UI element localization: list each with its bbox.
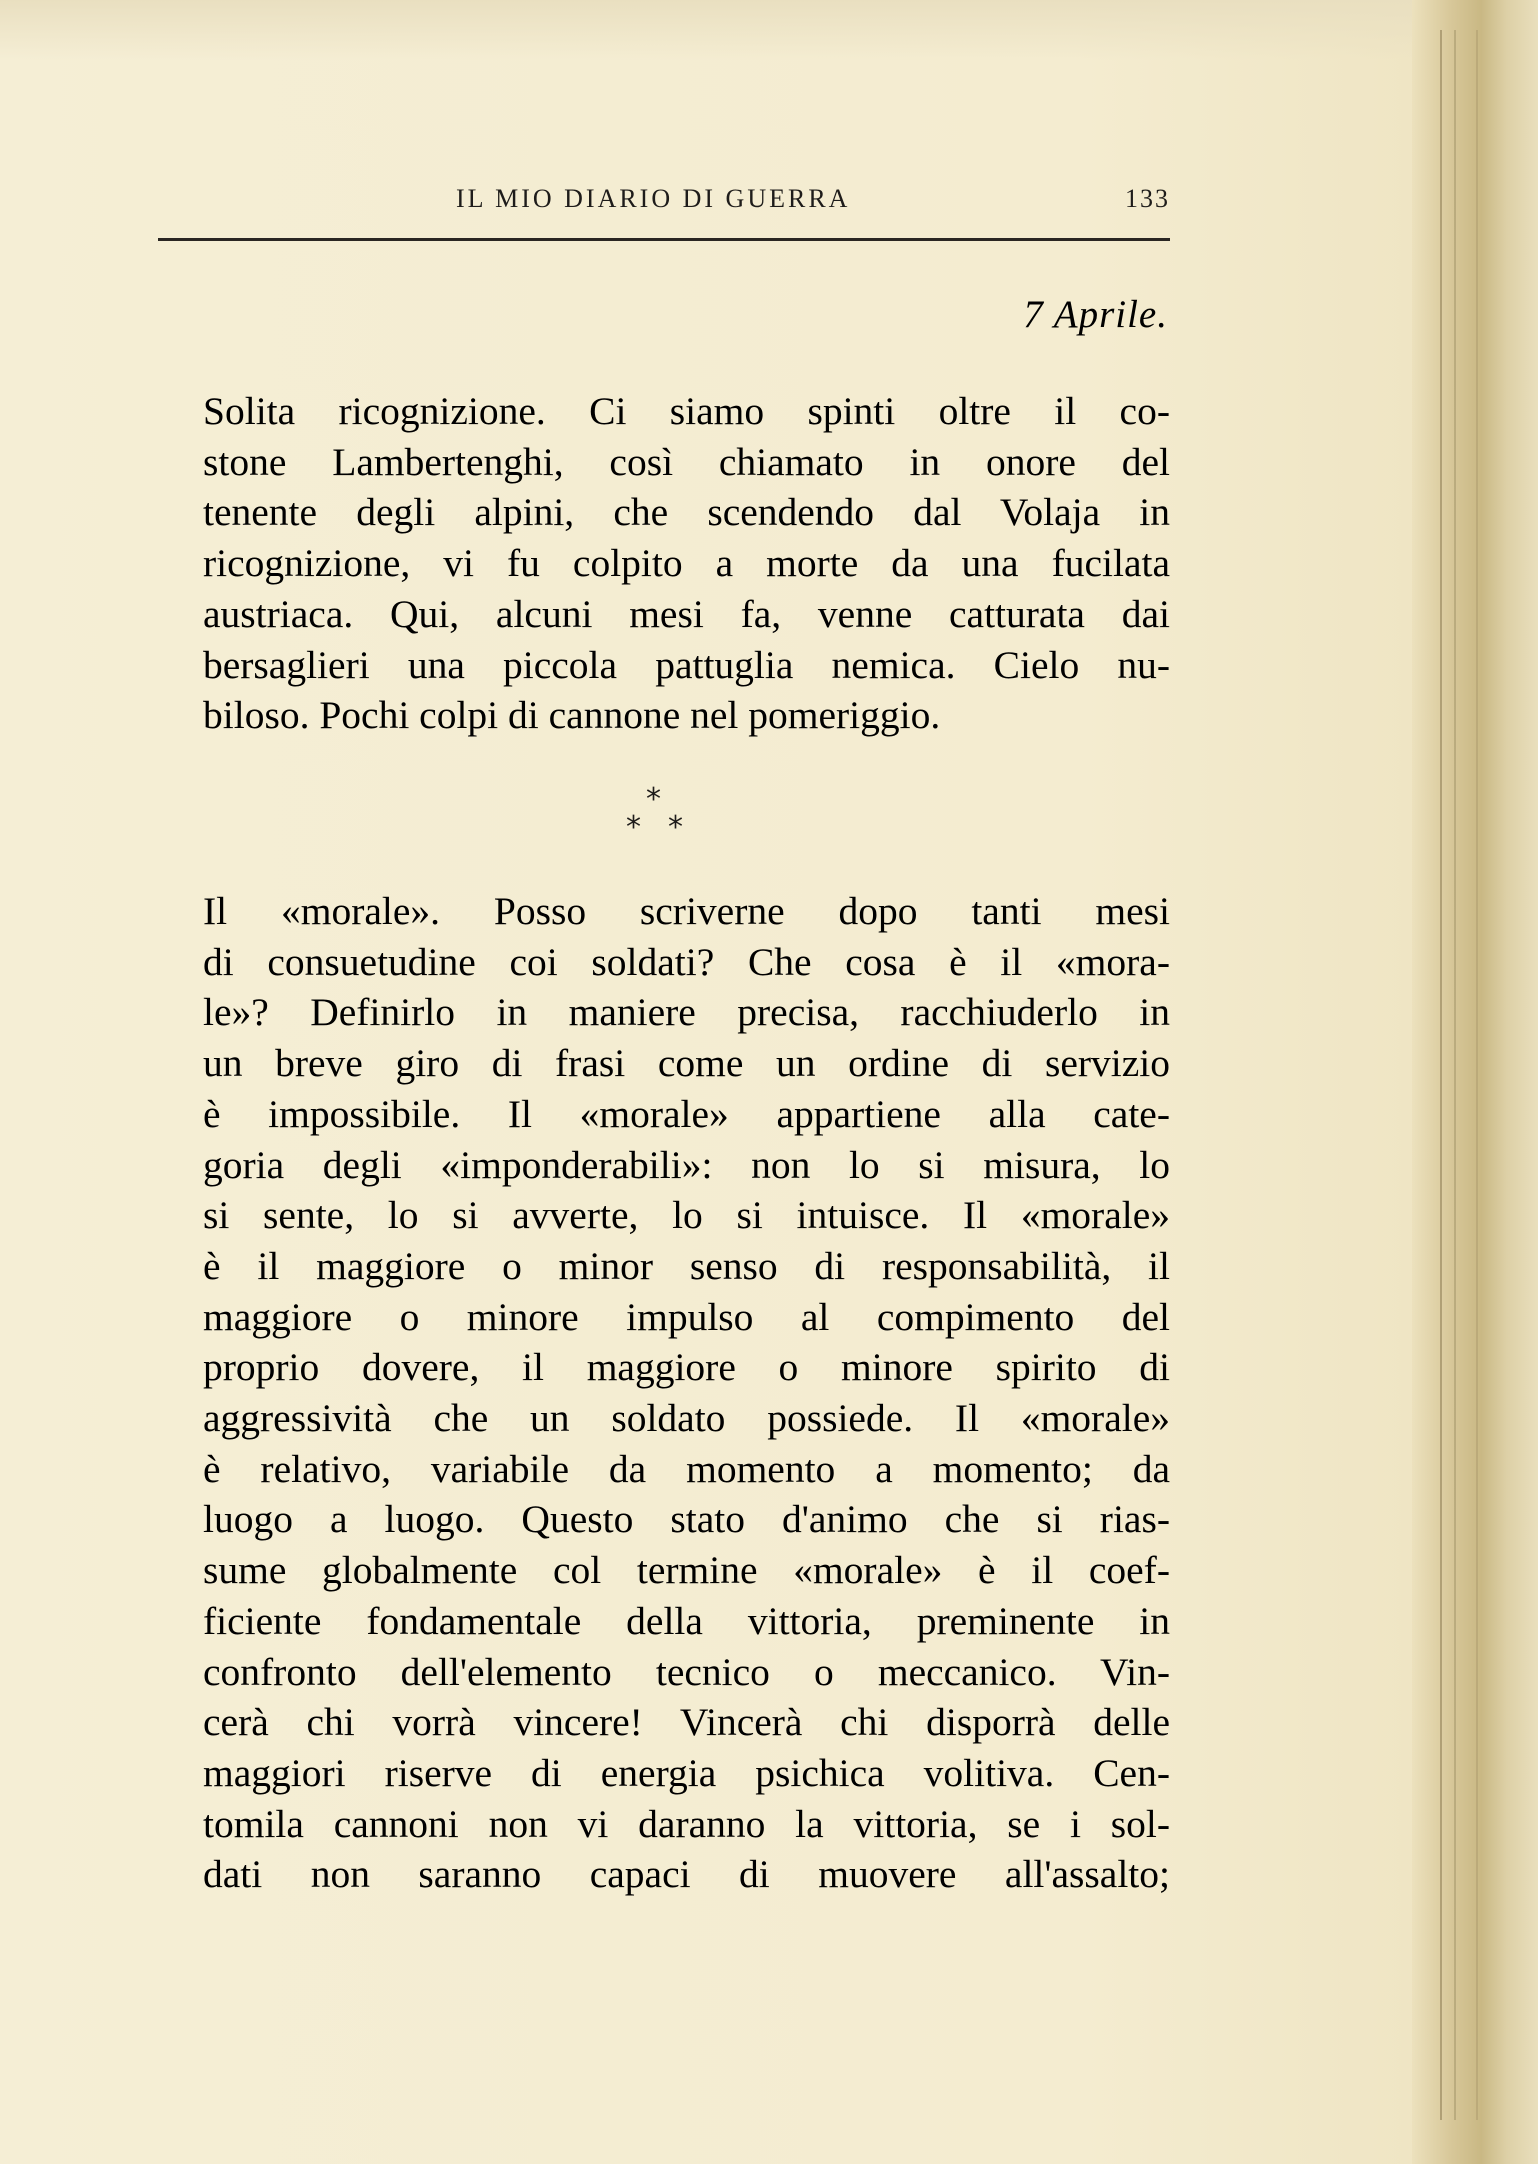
text-line: tenente degli alpini, che scendendo dal Volaja in [203,490,1170,535]
text-line: stone Lambertenghi, così chiamato in onore del [203,439,1170,484]
text-line: dati non saranno capaci di muovere all'assalto; [203,1852,1170,1897]
text-line: Solita ricognizione. Ci siamo spinti oltre il co- [203,389,1170,433]
asterism-star: * [626,810,641,845]
text-line: bersaglieri una piccola pattuglia nemica. Cielo nu- [203,642,1170,687]
running-head-title: IL MIO DIARIO DI GUERRA [456,184,851,213]
text-line: è il maggiore o minor senso di responsabilità, il [203,1243,1170,1288]
top-shadow [0,0,1538,60]
text-line: si sente, lo si avverte, lo si intuisce. Il «morale» [203,1193,1170,1238]
asterism-separator [618,782,728,852]
page-number: 133 [1125,184,1170,213]
text-line: cerà chi vorrà vincere! Vincerà chi disporrà delle [203,1700,1170,1745]
text-line: ricognizione, vi fu colpito a morte da una fucilata [203,541,1170,586]
text-line: maggiori riserve di energia psichica volitiva. Cen- [203,1750,1170,1795]
text-line: ficiente fondamentale della vittoria, preminente in [203,1598,1170,1643]
text-line: proprio dovere, il maggiore o minore spirito di [203,1345,1170,1390]
edge-line [1454,30,1456,2120]
text-line: un breve giro di frasi come un ordine di servizio [203,1041,1170,1086]
text-line: luogo a luogo. Questo stato d'animo che si rias- [203,1497,1170,1542]
text-line: sume globalmente col termine «morale» è il coef- [203,1548,1170,1593]
page-edge [1412,0,1538,2164]
text-line: le»? Definirlo in maniere precisa, racchiuderlo in [203,990,1170,1035]
text-line: maggiore o minore impulso al compimento del [203,1294,1170,1339]
text-line: goria degli «imponderabili»: non lo si misura, lo [203,1142,1170,1187]
text-line: biloso. Pochi colpi di cannone nel pomeriggio. [203,693,941,738]
paragraph-morale [158,886,1170,1900]
text-line: confronto dell'elemento tecnico o meccanico. Vin- [203,1649,1170,1694]
text-line: austriaca. Qui, alcuni mesi fa, venne catturata dai [203,591,1170,636]
text-line: è impossibile. Il «morale» appartiene alla cate- [203,1091,1170,1136]
text-line: di consuetudine coi soldati? Che cosa è il «mora- [203,939,1170,984]
text-line: aggressività che un soldato possiede. Il «morale» [203,1396,1170,1441]
asterism-star: * [668,810,683,845]
book-page [158,150,1170,213]
text-line: tomila cannoni non vi daranno la vittoria, se i sol- [203,1801,1170,1846]
entry-date: 7 Aprile. [1023,293,1168,336]
edge-line [1476,30,1478,2120]
paragraph-ricognizione [158,386,1170,741]
header-rule [158,238,1170,241]
text-line: è relativo, variabile da momento a momento; da [203,1446,1170,1491]
asterism-star: * [646,782,661,817]
edge-line [1440,30,1442,2120]
running-head [158,150,1170,213]
text-line: Il «morale». Posso scriverne dopo tanti mesi [203,889,1170,933]
